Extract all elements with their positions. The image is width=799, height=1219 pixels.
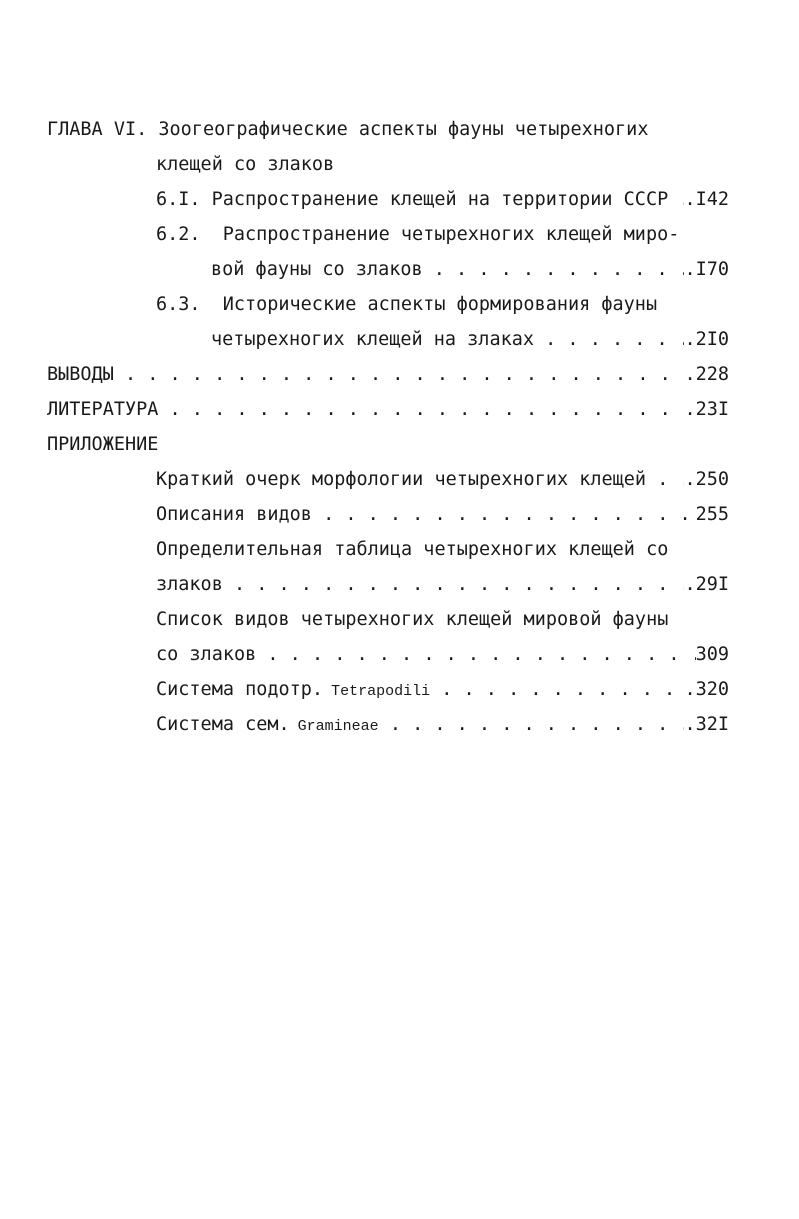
toc-entry-descriptions [156, 502, 729, 528]
dot-leader [430, 677, 684, 703]
entry-title-cont: со злаков [156, 644, 257, 665]
section-title: Распространение клещей на территории СССР [211, 189, 669, 210]
chapter-title: Зоогеографические аспекты фауны четырехногих [158, 119, 649, 140]
entry-title: ВЫВОДЫ [47, 364, 114, 385]
toc-entry-6-2-line1 [156, 222, 679, 248]
latin-taxon-name: Gramineae [297, 718, 379, 735]
toc-entry-key-table-line1: Определительная таблица четырехногих клещей со [156, 539, 669, 560]
toc-entry-key-table-line2 [156, 572, 729, 598]
toc-entry-system-gramineae [156, 712, 729, 738]
page-number: 309 [695, 644, 729, 665]
toc-entry-species-list-line1: Список видов четырехногих клещей мировой фауны [156, 609, 669, 630]
toc-entry-6-1 [156, 187, 729, 213]
dot-leader [668, 187, 684, 213]
toc-entry-literature [47, 397, 729, 423]
page-number: .228 [684, 364, 729, 385]
entry-title: Система сем. [156, 714, 290, 735]
chapter-6-title-cont: клещей со злаков [156, 154, 335, 175]
section-number: 6.2. [156, 224, 201, 245]
toc-entry-species-list-line2 [156, 642, 729, 668]
dot-leader [114, 362, 685, 388]
dot-leader [158, 397, 684, 423]
dot-leader [379, 712, 685, 738]
chapter-label: ГЛАВА VI. [47, 119, 148, 140]
page-number: .32I [684, 714, 729, 735]
toc-entry-system-tetrapodili [156, 677, 729, 703]
toc-entry-morphology [156, 467, 729, 493]
entry-title: Система подотр. [156, 679, 324, 700]
toc-entry-6-3-line1 [156, 292, 657, 318]
section-title-cont: вой фауны со злаков [211, 259, 423, 280]
dot-leader [423, 257, 685, 283]
entry-title-cont: злаков [156, 574, 223, 595]
toc-entry-conclusions [47, 362, 729, 388]
section-number: 6.I. [156, 189, 201, 210]
latin-taxon-name: Tetrapodili [331, 683, 431, 700]
section-title: Распространение четырехногих клещей миро- [222, 224, 680, 245]
page-number: .23I [684, 399, 729, 420]
section-title-cont: четырехногих клещей на злаках [211, 329, 535, 350]
section-number: 6.3. [156, 294, 201, 315]
toc-entry-6-2-line2 [211, 257, 729, 283]
entry-title: ЛИТЕРАТУРА [47, 399, 159, 420]
dot-leader [256, 642, 695, 668]
dot-leader [646, 467, 684, 493]
page-number: .320 [684, 679, 729, 700]
entry-title: Описания видов [156, 504, 312, 525]
page-number: .29I [684, 574, 729, 595]
dot-leader [223, 572, 685, 598]
toc-entry-appendix: ПРИЛОЖЕНИЕ [47, 434, 159, 455]
chapter-6-heading [47, 117, 747, 143]
page-number: .2I0 [684, 329, 729, 350]
entry-title: Краткий очерк морфологии четырехногих клещей [156, 469, 647, 490]
dot-leader [312, 502, 696, 528]
page-number: .I70 [684, 259, 729, 280]
page-number: 255 [695, 504, 729, 525]
dot-leader [534, 327, 684, 353]
page-number: .I42 [684, 189, 729, 210]
toc-entry-6-3-line2 [211, 327, 729, 353]
page-number: .250 [684, 469, 729, 490]
section-title: Исторические аспекты формирования фауны [222, 294, 658, 315]
